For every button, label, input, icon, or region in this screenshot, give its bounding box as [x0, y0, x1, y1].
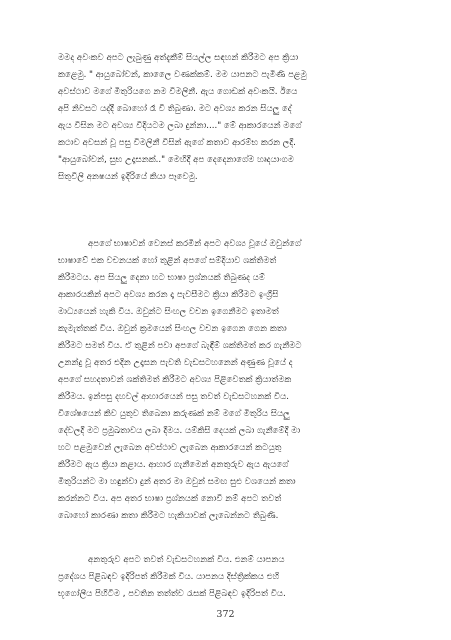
text-line: අපි නිවසට යද්දී බොහෝ රෑ වී තිබුණා. මට අවශ්‍ය කරන සියලු දේ — [58, 104, 292, 114]
paragraph-1 — [58, 50, 402, 186]
text-line: කථාව අවසන් වූ පසු විමලිනී විසින් ඇගේ කතාව ආරම්භ කරන ලදී. — [58, 138, 296, 148]
text-line: අවස්ථාව මගේ මිතුරියගෙ නම විමලිනී. ඇය ගොඩක් අවංකයි. ඊයෙ — [58, 87, 298, 97]
text-line: කළෙමු. " ආයුබෝවන්, කාලෙ‍ෙ වණක්කම්. මම යාපනට පැමිණි පළමු — [58, 70, 307, 80]
text-line: අපගේ සහදතාවන් ශක්තිමත් කිරීමට අවශ්‍ය පිළිවෙතක් ක්‍රියාත්මක — [58, 375, 292, 385]
text-line: බොහෝ කාරණා කතා කිරීමට හැකියාවක් ලැබෙන්නට තිබුණි. — [58, 511, 279, 521]
text-line: භූගෝලීය පිහිටීම , පවතින තත්ත්ව රැසක් පිළිබඳව ඉදිරිපත් විය. — [58, 589, 286, 599]
text-line: සිතුවිලි අනෂයන් ඉදිරියේ කියා පෑවෙමු. — [58, 172, 198, 182]
text-line: කිරීමට ඇය ක්‍රියා කළාය. ආහාර ගැනීමෙන් අනතුරුව ඇය ඇයගේ — [58, 460, 289, 470]
text-line: කිරීමට සමත් විය. ඒ තුළින් පවා අපගේ බැඳීම් ශක්තිමත් කර ගැනීමට — [58, 341, 302, 351]
text-line: මමද අවංකව අපට ලැබුණු අත්දැකීම් සියල්ල සඳහන් කිරීමට අප ක්‍රියා — [58, 53, 299, 63]
text-line: භාෂාවේ එක වචනයක් හෝ තුළින් අපගේ සම්දියාව ශක්තිමත් — [58, 256, 277, 266]
text-line: ඇය විසින මට අවශ්‍ය විදියටම ලබා දුන්නා...." මේ ආකාරයෙන් මගේ — [58, 121, 302, 131]
paragraph-3 — [58, 552, 402, 603]
text-line: ආකාරයකින් අපට අවශ්‍ය කරන දෑ පැවසීමට ක්‍රියා කිරීමට ඉංග්‍රීසි — [58, 290, 279, 300]
text-line: කැමැත්තක් විය. ඔවුන් ක්‍රමයෙන් සිංහල වචන ඉගෙන ගෙන කතා — [58, 324, 287, 334]
text-line: මිතුරියන්ට මා හඳුන්වා දුන් අතර මා ඔවුන් සමඟ සුළු වශයෙන් කතා — [58, 477, 296, 487]
text-line: කරන්නට විය. අප අතර භාෂා ප්‍රශ්නයක් නොවී නම් අපට තවත් — [58, 494, 282, 504]
page-number: 372 — [216, 609, 235, 620]
text-line: හට පළමුවෙන් ලැබෙන අවස්ථාව ලැබෙන ආකාරයෙන් කටයුතු — [58, 443, 282, 453]
text-line: දේවලදී මට ප්‍රමුඛතාවය ලබා දීමය. යම්කිසි දෙයක් ලබා ගැනීමේදී මා — [58, 426, 301, 436]
text-line: අනතුරුව අපට තවත් වැඩසටහනක් විය. එනම් යාපනය — [88, 555, 285, 565]
text-line: විශේෂයෙන් කිව යුතුව තිබෙනා කරුණක් නම් මගේ මිතුරිය සියලු — [58, 409, 290, 419]
text-line: ප්‍රදේශය පිළිබඳව ඉදිරිපත් කිරීමක් විය. යාපනය දිස්ත්‍රික්කය එහි — [58, 572, 280, 582]
text-line: කිරීමය. ඉන්පසු දහවල් ආහාරයෙන් පසු තවත් වැඩසටහනක් විය. — [58, 392, 290, 402]
text-line: කිරීමටය. අප සියලු දෙනා හට භාෂා ප්‍රශ්නයක් තිබුණද යම් — [58, 273, 266, 283]
paragraph-2 — [58, 236, 402, 525]
text-line: "ආයුබෝවන්, සුභ උදෑසනක්.." මෙහිදී අප දෙදෙනාගේම හෘදයාංගම — [58, 155, 294, 165]
text-line: උනන්දු වූ අතර එදින උදෑසන පැවති වැඩසටහනෙන් අණුණ වූයේ ද — [58, 358, 293, 368]
text-line: අපගේ භාෂාවන් වෙනස් කරමින් අපට අවශ්‍ය වූයේ ඔවුන්ගේ — [88, 239, 302, 249]
text-line: මාධ්‍යයෙන් හැකි විය. ඔවුන්ට සිංහල වචන ඉගෙනීමට ඉතාමත් — [58, 307, 279, 317]
